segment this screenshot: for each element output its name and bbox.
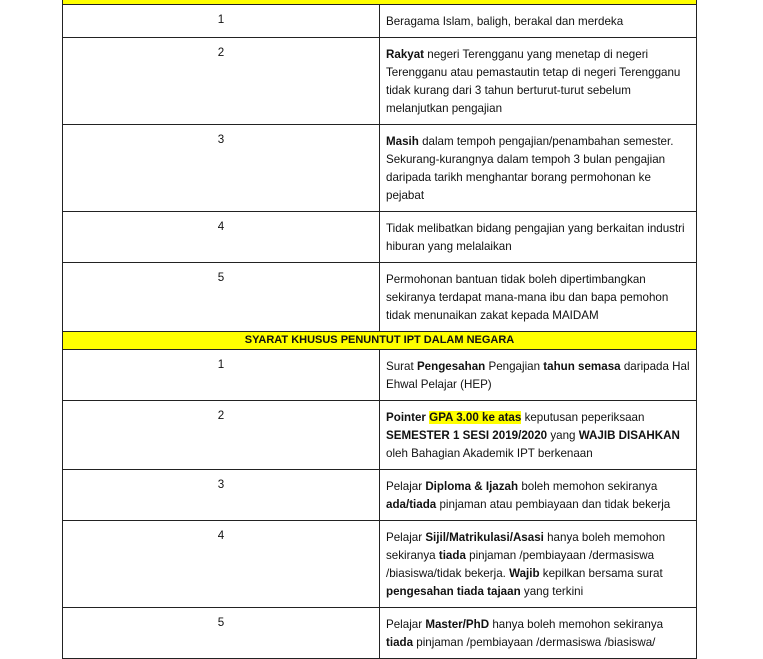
- emphasis-text: Sijil/Matrikulasi/Asasi: [425, 531, 544, 544]
- text-run: hanya boleh memohon sekiranya: [489, 618, 664, 631]
- table-row: [63, 5, 697, 38]
- text-run: Surat: [386, 360, 417, 373]
- table-row: [63, 263, 697, 332]
- text-run: dalam tempoh pengajian/penambahan semester. Sekurang-kurangnya dalam tempoh 3 bulan pengajian daripada tarikh menghantar borang permohonan ke pejabat: [386, 135, 674, 202]
- section-title: SYARAT KHUSUS PENUNTUT IPT DALAM NEGARA: [63, 332, 697, 350]
- text-run: yang terkini: [520, 585, 584, 598]
- text-run: pinjaman atau pembiayaan dan tidak bekerja: [436, 498, 671, 511]
- requirement-text: [380, 350, 697, 401]
- text-run: hanya boleh memohon sekiranya: [386, 531, 666, 562]
- text-run: boleh memohon sekiranya: [518, 480, 658, 493]
- requirements-table: [62, 0, 697, 659]
- emphasis-text: SEMESTER 1 SESI 2019/2020: [386, 429, 548, 442]
- text-run: yang: [547, 429, 579, 442]
- row-number: 4: [63, 521, 380, 608]
- table-row: [63, 470, 697, 521]
- emphasis-text: Masih: [386, 135, 419, 148]
- table-row: [63, 521, 697, 608]
- emphasis-text: Master/PhD: [425, 618, 490, 631]
- text-run: Pengajian: [485, 360, 544, 373]
- requirement-text: [380, 470, 697, 521]
- requirement-text: [380, 401, 697, 470]
- row-number: 3: [63, 470, 380, 521]
- emphasis-text: WAJIB DISAHKAN: [578, 429, 680, 442]
- row-number: 5: [63, 608, 380, 659]
- emphasis-text: tahun semasa: [543, 360, 621, 373]
- row-number: 1: [63, 350, 380, 401]
- emphasis-text: Pengesahan: [416, 360, 486, 373]
- requirement-text: [380, 125, 697, 212]
- emphasis-text: pengesahan tiada tajaan: [386, 585, 521, 598]
- row-number: 1: [63, 5, 380, 38]
- table-row: [63, 212, 697, 263]
- requirement-text: [380, 521, 697, 608]
- text-run: Pelajar: [386, 531, 426, 544]
- emphasis-text: ada/tiada: [386, 498, 437, 511]
- text-run: keputusan peperiksaan: [521, 411, 645, 424]
- row-number: 4: [63, 212, 380, 263]
- row-number: 3: [63, 125, 380, 212]
- row-number: 5: [63, 263, 380, 332]
- requirement-text: [380, 263, 697, 332]
- table-row: [63, 401, 697, 470]
- requirement-text: [380, 38, 697, 125]
- emphasis-text: Wajib: [509, 567, 540, 580]
- text-run: Pelajar: [386, 480, 426, 493]
- text-run: Beragama Islam, baligh, berakal dan merdeka: [386, 15, 624, 28]
- emphasis-text: Diploma & Ijazah: [425, 480, 519, 493]
- table-row: [63, 350, 697, 401]
- row-number: 2: [63, 38, 380, 125]
- row-number: 2: [63, 401, 380, 470]
- text-run: Pelajar: [386, 618, 426, 631]
- emphasis-text: GPA 3.00 ke atas: [429, 411, 522, 424]
- text-run: pinjaman /pembiayaan /dermasiswa /biasiswa/tidak bekerja.: [386, 549, 655, 580]
- text-run: daripada Hal Ehwal Pelajar (HEP): [386, 360, 690, 391]
- text-run: Tidak melibatkan bidang pengajian yang berkaitan industri hiburan yang melalaikan: [386, 222, 685, 253]
- requirement-text: [380, 5, 697, 38]
- table-row: [63, 38, 697, 125]
- text-run: oleh Bahagian Akademik IPT berkenaan: [386, 447, 593, 460]
- text-run: negeri Terengganu yang menetap di negeri Terengganu atau pemastautin tetap di negeri Terengganu tidak kurang dari 3 tahun berturut-turut sebelum melanjutkan pengajian: [386, 48, 681, 115]
- emphasis-text: Rakyat: [386, 48, 425, 61]
- table-row: [63, 608, 697, 659]
- text-run: kepilkan bersama surat: [539, 567, 663, 580]
- text-run: Permohonan bantuan tidak boleh dipertimbangkan sekiranya terdapat mana-mana ibu dan bapa pemohon tidak menunaikan zakat kepada MAIDAM: [386, 273, 669, 322]
- text-run: pinjaman /pembiayaan /dermasiswa /biasiswa/: [413, 636, 656, 649]
- emphasis-text: Pointer: [386, 411, 430, 424]
- section-header: [63, 332, 697, 350]
- table-row: [63, 125, 697, 212]
- emphasis-text: tiada: [386, 636, 414, 649]
- requirement-text: [380, 212, 697, 263]
- requirement-text: [380, 608, 697, 659]
- emphasis-text: tiada: [438, 549, 466, 562]
